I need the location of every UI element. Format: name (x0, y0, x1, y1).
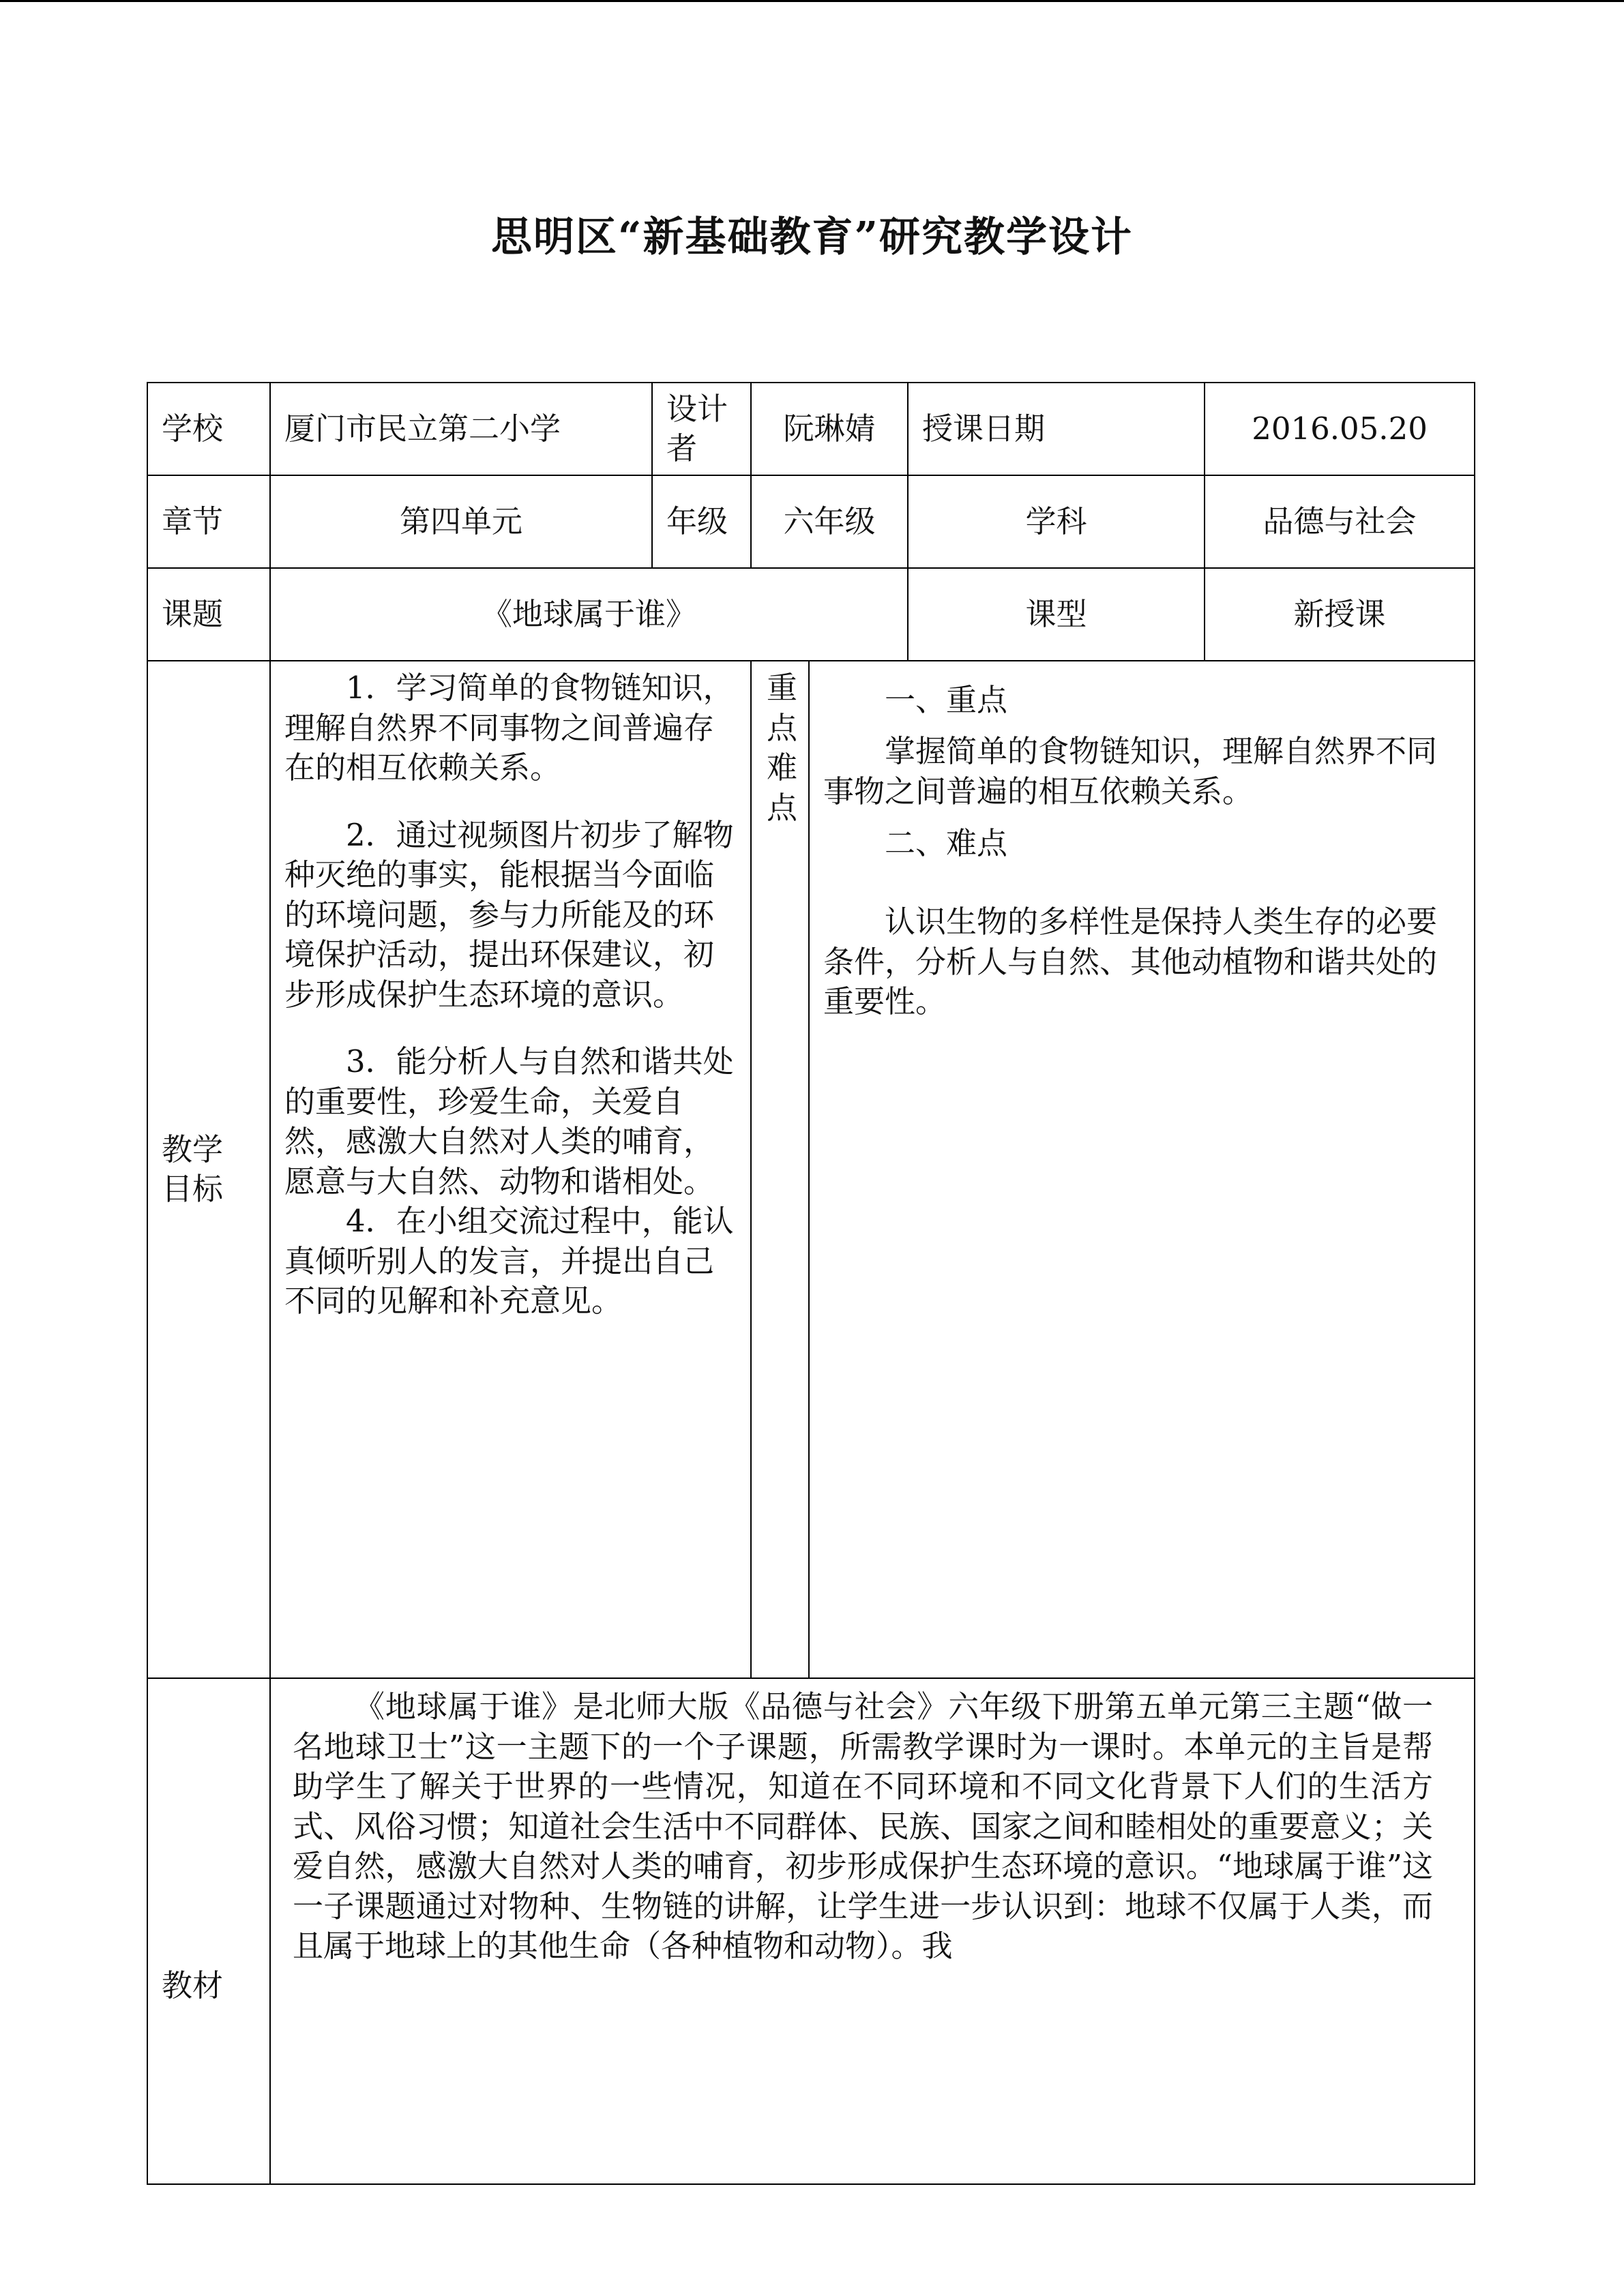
goal-item: 2．通过视频图片初步了解物种灭绝的事实，能根据当今面临的环境问题，参与力所能及的环境保护活动，提出环保建议，初步形成保护生态环境的意识。 (284, 816, 734, 1013)
material-label: 教材 (147, 1678, 270, 2184)
goals-label-line1: 教学 (162, 1131, 224, 1167)
key-heading: 一、重点 (885, 682, 1008, 718)
grade-label: 年级 (652, 475, 751, 568)
goals-label-line2: 目标 (162, 1171, 224, 1207)
info-row-chapter (147, 475, 1475, 568)
type-label: 课型 (908, 568, 1205, 661)
date-label: 授课日期 (908, 383, 1205, 475)
info-row-topic (147, 568, 1475, 661)
subject-label: 学科 (908, 475, 1205, 568)
school-value: 厦门市民立第二小学 (270, 383, 652, 475)
key-difficulty-content (809, 661, 1475, 1678)
goals-label (147, 661, 270, 1678)
grade-value: 六年级 (751, 475, 908, 568)
goal-item: 3．能分析人与自然和谐共处的重要性，珍爱生命，关爱自然，感激大自然对人类的哺育，愿意与大自然、动物和谐相处。 (284, 1043, 734, 1199)
school-label: 学校 (147, 383, 270, 475)
difficulty-label: 难点 (767, 749, 798, 826)
lesson-design-table (147, 382, 1475, 2185)
material-row (147, 1678, 1475, 2184)
goal-item: 1．学习简单的食物链知识，理解自然界不同事物之间普遍存在的相互依赖关系。 (284, 670, 734, 786)
chapter-value: 第四单元 (270, 475, 652, 568)
key-text: 掌握简单的食物链知识，理解自然界不同事物之间普遍的相互依赖关系。 (823, 733, 1438, 809)
type-value: 新授课 (1205, 568, 1475, 661)
designer-value: 阮琳婧 (751, 383, 908, 475)
difficulty-text: 认识生物的多样性是保持人类生存的必要条件，分析人与自然、其他动植物和谐共处的重要性。 (823, 904, 1438, 1019)
key-difficulty-label (751, 661, 809, 1678)
key-label: 重点 (767, 670, 798, 746)
goals-row (147, 661, 1475, 1678)
date-value: 2016.05.20 (1205, 383, 1475, 475)
difficulty-heading: 二、难点 (885, 825, 1008, 861)
material-text-cell (270, 1678, 1475, 2184)
topic-value: 《地球属于谁》 (270, 568, 908, 661)
goal-item: 4．在小组交流过程中，能认真倾听别人的发言，并提出自己不同的见解和补充意见。 (284, 1203, 734, 1319)
chapter-label: 章节 (147, 475, 270, 568)
top-border-line (0, 0, 1624, 2)
topic-label: 课题 (147, 568, 270, 661)
material-text: 《地球属于谁》是北师大版《品德与社会》六年级下册第五单元第三主题“做一名地球卫士”这一主题下的一个子课题，所需教学课时为一课时。本单元的主旨是帮助学生了解关于世界的一些情况，知道在不同环境和不同文化背景下人们的生活方式、风俗习惯；知道社会生活中不同群体、民族、国家之间和睦相处的重要意义；关爱自然，感激大自然对人类的哺育，初步形成保护生态环境的意识。“地球属于谁”这一子课题通过对物种、生物链的讲解，让学生进一步认识到：地球不仅属于人类，而且属于地球上的其他生命（各种植物和动物）。我 (293, 1688, 1434, 1964)
goals-list (270, 661, 751, 1678)
page-title: 思明区“新基础教育”研究教学设计 (490, 213, 1134, 261)
designer-label: 设计者 (652, 383, 751, 475)
info-row-school (147, 383, 1475, 475)
subject-value: 品德与社会 (1205, 475, 1475, 568)
